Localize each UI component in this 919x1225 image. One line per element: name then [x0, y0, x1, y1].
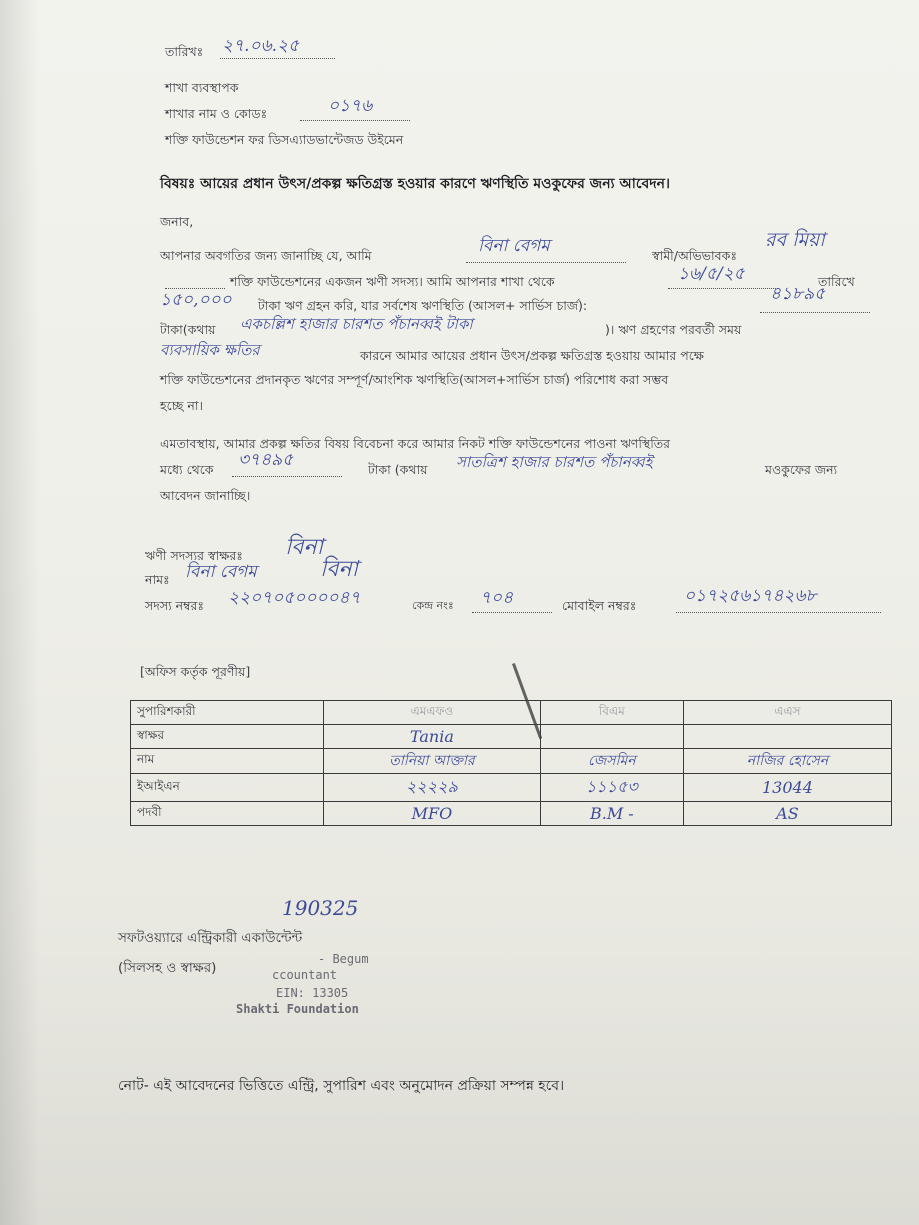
table-row	[131, 774, 892, 802]
office-table	[130, 700, 892, 826]
body-line-4b: )। ঋণ গ্রহণের পরবর্তী সময়	[605, 322, 742, 337]
accountant-signature: 190325	[282, 896, 359, 920]
table-cell: B.M -	[540, 802, 683, 826]
branch-label: শাখার নাম ও কোডঃ	[165, 106, 268, 121]
member-name-handwritten: বিনা বেগম	[185, 562, 257, 582]
body-para2-line1: এমতাবস্থায়, আমার প্রকল্প ক্ষতির বিষয় বিবেচনা করে আমার নিকট শক্তি ফাউন্ডেশনের পাওনা ঋণস্থিতির	[160, 436, 671, 451]
line-2-start-dots	[165, 288, 225, 289]
table-cell: ২২২২৯	[324, 774, 541, 802]
table-cell: AS	[683, 802, 891, 826]
body-line-2a: শক্তি ফাউন্ডেশনের একজন ঋণী সদস্য। আমি আপনার শাখা থেকে	[230, 274, 555, 289]
body-para2-line2b: টাকা (কথায়	[368, 462, 428, 477]
balance-line	[760, 312, 870, 313]
header-cell: সুপারিশকারী	[131, 701, 324, 725]
body-line-7: হচ্ছে না।	[160, 398, 203, 413]
member-signature-label: ঋণী সদস্যর স্বাক্ষরঃ	[145, 548, 243, 563]
member-id-label: সদস্য নম্বরঃ	[145, 598, 205, 613]
applicant-name-handwritten: বিনা বেগম	[478, 236, 550, 256]
row-label: পদবী	[131, 802, 324, 826]
member-name-label: নামঃ	[145, 572, 170, 587]
loan-amount-handwritten: ১৫০,০০০	[160, 290, 232, 310]
table-row	[131, 701, 892, 725]
table-cell	[540, 725, 683, 749]
loan-date-handwritten: ১৬/৫/২৫	[678, 264, 745, 284]
table-cell: 13044	[683, 774, 891, 802]
body-line-4a: টাকা(কথায়	[160, 322, 216, 337]
member-signature-2: বিনা	[320, 557, 359, 582]
organization-name: শক্তি ফাউন্ডেশন ফর ডিসএ্যাডভান্টেজড উইমেন	[165, 132, 404, 147]
center-number-handwritten: ৭০৪	[480, 588, 514, 608]
body-line-5a: কারনে আমার আয়ের প্রধান উৎস/প্রকল্প ক্ষতিগ্রস্ত হওয়ায় আমার পক্ষে	[360, 348, 704, 363]
mobile-line	[676, 612, 881, 613]
waiver-words-handwritten: সাতত্রিশ হাজার চারশত পঁচানব্বই	[456, 453, 653, 471]
table-row	[131, 725, 892, 749]
waiver-amount-line	[232, 476, 342, 477]
table-cell: MFO	[324, 802, 541, 826]
body-line-3a: টাকা ঋণ গ্রহন করি, যার সর্বশেষ ঋণস্থিতি (আসল+ সার্ভিস চার্জ):	[258, 298, 588, 313]
table-cell: ১১১৫৩	[540, 774, 683, 802]
stamp-title: ccountant	[272, 968, 338, 982]
accountant-line-1: সফটওয়্যারে এন্ট্রিকারী একাউন্টেন্ট	[118, 930, 303, 946]
body-line-2b: তারিখে	[818, 274, 855, 289]
header-cell: এএস	[683, 701, 891, 725]
body-line-6: শক্তি ফাউন্ডেশনের প্রদানকৃত ঋণের সম্পূর্ণ/আংশিক ঋণস্থিতি(আসল+সার্ভিস চার্জ) পরিশোধ করা সম্ভব	[160, 372, 669, 387]
table-cell: Tania	[324, 725, 541, 749]
stamp-name: - Begum	[318, 952, 369, 966]
center-label: কেন্দ্র নংঃ	[412, 599, 454, 612]
reason-handwritten: ব্যবসায়িক ক্ষতির	[160, 341, 260, 359]
office-caption: [অফিস কর্তৃক পূরণীয়]	[140, 664, 251, 679]
body-para2-line2a: মধ্যে থেকে	[160, 462, 214, 477]
mobile-number-handwritten: ০১৭২৫৬১৭৪২৬৮	[684, 586, 817, 606]
body-para2-line3: আবেদন জানাচ্ছি।	[160, 488, 251, 503]
body-para2-line2c: মওকুফের জন্য	[765, 462, 838, 477]
recipient-text: শাখা ব্যবস্থাপক	[165, 80, 239, 95]
table-cell: জেসমিন	[540, 749, 683, 774]
guardian-name-handwritten: রব মিয়া	[765, 229, 825, 251]
balance-handwritten: ৪১৮৯৫	[770, 284, 826, 304]
subject-line: বিষয়ঃ আয়ের প্রধান উৎস/প্রকল্প ক্ষতিগ্রস্ত হওয়ার কারণে ঋণস্থিতি মওকুফের জন্য আবেদন।	[160, 176, 670, 192]
center-line	[472, 612, 552, 613]
stamp-organization: Shakti Foundation	[236, 1002, 359, 1016]
branch-code-value: ০১৭৬	[328, 96, 373, 116]
row-label: নাম	[131, 749, 324, 774]
body-line-1a: আপনার অবগতির জন্য জানাচ্ছি যে, আমি	[160, 248, 372, 263]
header-cell: এমএফও	[324, 701, 541, 725]
date-label: তারিখঃ	[165, 44, 204, 59]
amount-in-words-handwritten: একচল্লিশ হাজার চারশত পঁচানব্বই টাকা	[240, 315, 473, 333]
date-line	[220, 58, 335, 59]
footer-note: নোট- এই আবেদনের ভিত্তিতে এন্ট্রি, সুপারিশ এবং অনুমোদন প্রক্রিয়া সম্পন্ন হবে।	[118, 1078, 565, 1094]
body-line-1b: স্বামী/অভিভাবকঃ	[652, 248, 737, 263]
member-signature: বিনা	[285, 535, 324, 560]
date-value: ২৭.০৬.২৫	[222, 36, 300, 56]
table-cell: তানিয়া আক্তার	[324, 749, 541, 774]
member-id-handwritten: ২২০৭০৫০০০০৪৭	[228, 588, 361, 608]
mobile-label: মোবাইল নম্বরঃ	[562, 598, 637, 613]
waiver-amount-handwritten: ৩৭৪৯৫	[238, 450, 294, 470]
loan-date-line	[668, 288, 778, 289]
table-row	[131, 802, 892, 826]
row-label: স্বাক্ষর	[131, 725, 324, 749]
salutation: জনাব,	[160, 214, 194, 229]
accountant-line-2: (সিলসহ ও স্বাক্ষর)	[118, 960, 217, 976]
branch-line	[300, 120, 410, 121]
table-cell	[683, 725, 891, 749]
page-shadow	[0, 0, 40, 1225]
row-label: ইআইএন	[131, 774, 324, 802]
name-line	[466, 262, 626, 263]
header-cell: বিএম	[540, 701, 683, 725]
stamp-ein: EIN: 13305	[276, 986, 349, 1000]
table-cell: নাজির হোসেন	[683, 749, 891, 774]
table-row	[131, 749, 892, 774]
